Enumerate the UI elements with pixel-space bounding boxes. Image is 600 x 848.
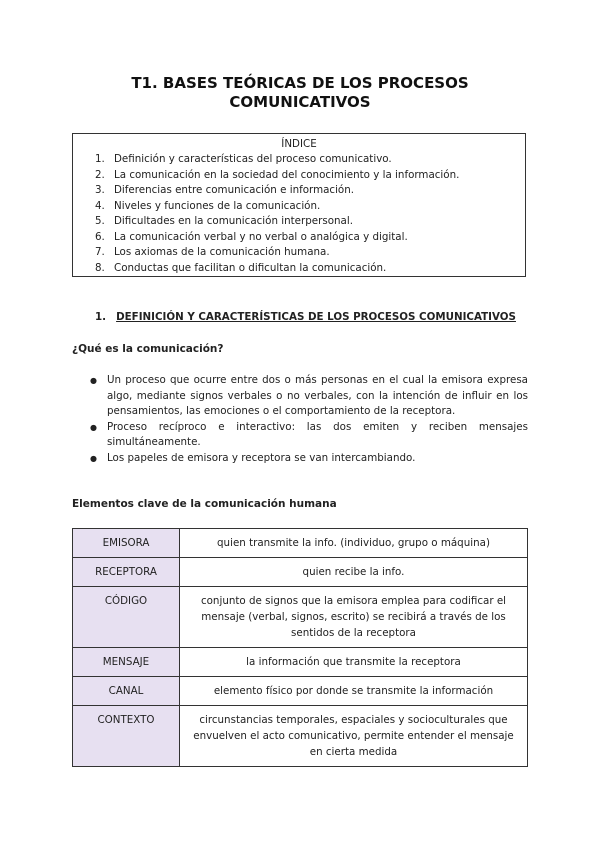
index-item: 3. Diferencias entre comunicación e información. [95, 184, 355, 196]
element-description: circunstancias temporales, espaciales y socioculturales que envuelven el acto comunicativo, permite entender el mensaje en cierta medida [180, 706, 528, 767]
index-box [72, 133, 526, 277]
element-description: elemento físico por donde se transmite la información [180, 677, 528, 706]
element-name: CANAL [73, 677, 180, 706]
index-heading: ÍNDICE [281, 138, 317, 150]
list-item: ● Un proceso que ocurre entre dos o más personas en el cual la emisora expresa algo, mediante signos verbales o no verbales, con la intención de influir en los pensamientos, las emociones o el comportamiento de la receptora. [90, 373, 528, 420]
elements-heading: Elementos clave de la comunicación humana [72, 498, 337, 510]
index-item: 7. Los axiomas de la comunicación humana. [95, 246, 330, 258]
element-name: MENSAJE [73, 648, 180, 677]
table-row [73, 648, 528, 677]
element-description: conjunto de signos que la emisora emplea para codificar el mensaje (verbal, signos, escrito) se recibirá a través de los sentidos de la receptora [180, 587, 528, 648]
table-row [73, 706, 528, 767]
index-item: 2. La comunicación en la sociedad del conocimiento y la información. [95, 168, 460, 181]
element-name: RECEPTORA [73, 558, 180, 587]
index-item: 6. La comunicación verbal y no verbal o analógica y digital. [95, 230, 408, 243]
list-item: ● Proceso recíproco e interactivo: las dos emiten y reciben mensajes simultáneamente. [90, 420, 528, 451]
question-heading: ¿Qué es la comunicación? [72, 343, 224, 355]
index-item: 1. Definición y características del proceso comunicativo. [95, 153, 392, 165]
bullet-list [90, 373, 528, 466]
element-name: CONTEXTO [73, 706, 180, 767]
table-row [73, 558, 528, 587]
table-row [73, 529, 528, 558]
element-description: quien recibe la info. [180, 558, 528, 587]
table-row [73, 677, 528, 706]
element-description: quien transmite la info. (individuo, grupo o máquina) [180, 529, 528, 558]
elements-table [72, 528, 528, 767]
document-title: T1. BASES TEÓRICAS DE LOS PROCESOS COMUNICATIVOS [131, 74, 469, 111]
table-row [73, 587, 528, 648]
list-item: ● Los papeles de emisora y receptora se van intercambiando. [90, 451, 528, 467]
element-name: EMISORA [73, 529, 180, 558]
section-heading: 1. DEFINICIÓN Y CARACTERÍSTICAS DE LOS PROCESOS COMUNICATIVOS [95, 311, 516, 323]
index-item: 5. Dificultades en la comunicación interpersonal. [95, 215, 353, 227]
element-description: la información que transmite la receptora [180, 648, 528, 677]
index-item: 8. Conductas que facilitan o dificultan la comunicación. [95, 261, 387, 274]
element-name: CÓDIGO [73, 587, 180, 648]
index-item: 4. Niveles y funciones de la comunicación. [95, 199, 321, 212]
